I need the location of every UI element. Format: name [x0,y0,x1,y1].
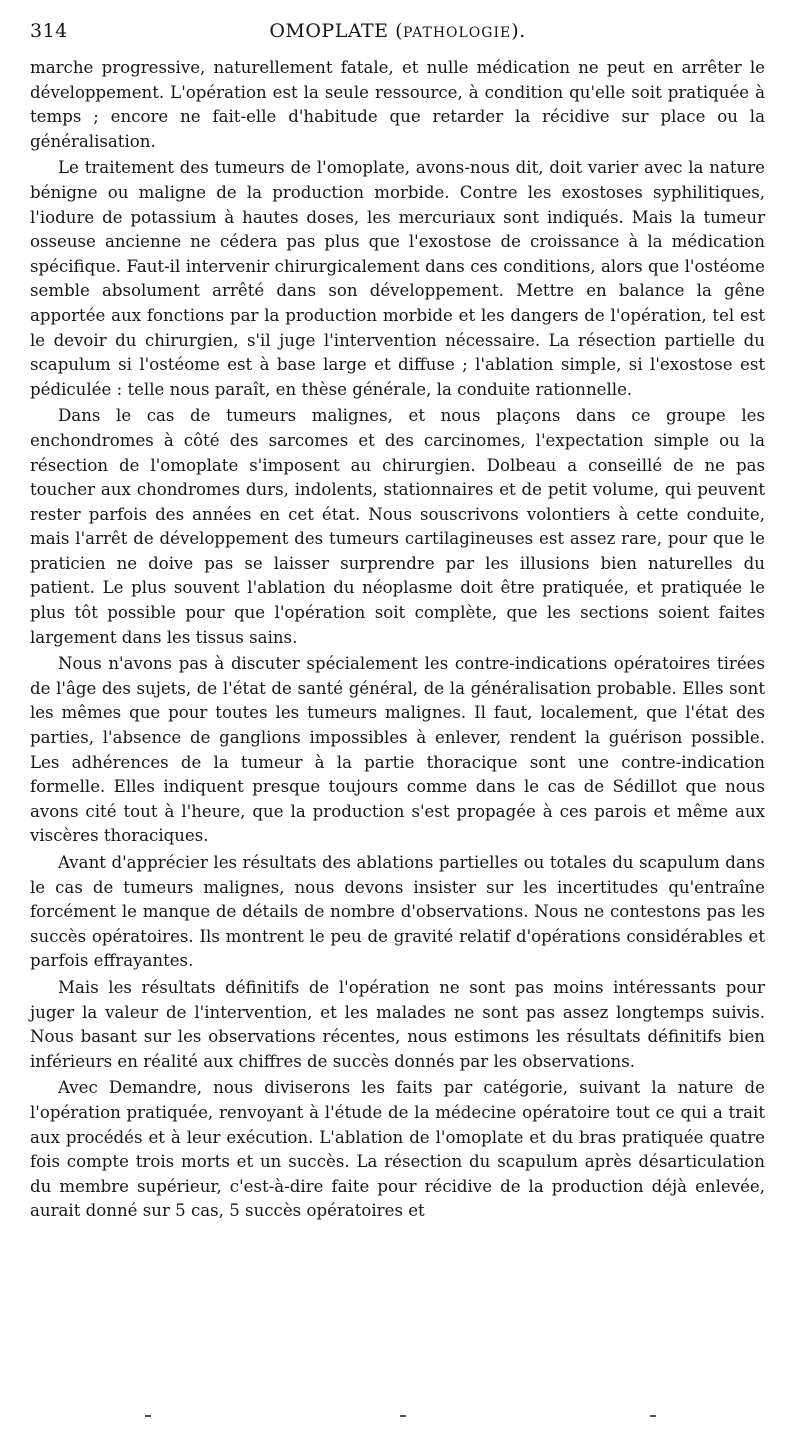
page-body [30,56,765,1224]
footer-mark-center [400,1415,406,1417]
paragraph-2: Le traitement des tumeurs de l'omoplate, avons-nous dit, doit varier avec la nature bénigne ou maligne de la production morbide. Contre les exostoses syphilitiques, l'iodure de potassium à hautes doses, les mercuriaux sont indiqués. Mais la tumeur osseuse ancienne ne cédera pas plus que l'exostose de croissance à la médication spécifique. Faut-il intervenir chirurgicalement dans ces conditions, alors que l'ostéome semble absolument arrêté dans son développement. Mettre en balance la gêne apportée aux fonctions par la production morbide et les dangers de l'opération, tel est le devoir du chirurgien, s'il juge l'intervention nécessaire. La résection partielle du scapulum si l'ostéome est à base large et diffuse ; l'ablation simple, si l'exostose est pédiculée : telle nous paraît, en thèse générale, la conduite rationnelle. [30,158,765,399]
paragraph-1: marche progressive, naturellement fatale, et nulle médication ne peut en arrêter le développement. L'opération est la seule ressource, à condition qu'elle soit pratiquée à temps ; encore ne fait-elle d'habitude que retarder la récidive sur place ou la généralisation. [30,58,765,151]
running-title [30,20,765,42]
page-header [30,20,765,56]
running-title-sub: PATHOLOGIE [403,25,512,41]
footer-mark-right [650,1415,656,1417]
paragraph-3: Dans le cas de tumeurs malignes, et nous plaçons dans ce groupe les enchondromes à côté des sarcomes et des carcinomes, l'expectation simple ou la résection de l'omoplate s'imposent au chirurgien. Dolbeau a conseillé de ne pas toucher aux chondromes durs, indolents, stationnaires et de petit volume, qui peuvent rester parfois des années en cet état. Nous souscrivons volontiers à cette conduite, mais l'arrêt de développement des tumeurs cartilagineuses est assez rare, pour que le praticien ne doive pas se laisser surprendre par les illusions bien naturelles du patient. Le plus souvent l'ablation du néoplasme doit être pratiquée, et pratiquée le plus tôt possible pour que l'opération soit complète, que les sections soient faites largement dans les tissus sains. [30,406,765,647]
running-title-end: ). [511,20,526,42]
paragraph-4: Nous n'avons pas à discuter spécialement les contre-indications opératoires tirées de l'âge des sujets, de l'état de santé général, de la généralisation probable. Elles sont les mêmes que pour toutes les tumeurs malignes. Il faut, localement, que l'état des parties, l'absence de ganglions impossibles à enlever, rendent la guérison possible. Les adhérences de la tumeur à la partie thoracique sont une contre-indication formelle. Elles indiquent presque toujours comme dans le cas de Sédillot que nous avons cité tout à l'heure, que la production s'est propagée à ces parois et même aux viscères thoraciques. [30,654,765,846]
paragraph-5: Avant d'apprécier les résultats des ablations partielles ou totales du scapulum dans le cas de tumeurs malignes, nous devons insister sur les incertitudes qu'entraîne forcément le manque de détails de nombre d'observations. Nous ne contestons pas les succès opératoires. Ils montrent le peu de gravité relatif d'opérations considérables et parfois effrayantes. [30,853,765,971]
footer-mark-left [145,1415,151,1417]
paragraph-7: Avec Demandre, nous diviserons les faits par catégorie, suivant la nature de l'opération pratiquée, renvoyant à l'étude de la médecine opératoire tout ce qui a trait aux procédés et à leur exécution. L'ablation de l'omoplate et du bras pratiquée quatre fois compte trois morts et un succès. La résection du scapulum après désarticulation du membre supérieur, c'est-à-dire faite pour récidive de la production déjà enlevée, aurait donné sur 5 cas, 5 succès opératoires et [30,1078,765,1221]
document-page [30,20,765,1224]
running-title-main: OMOPLATE ( [269,20,403,42]
page-number: 314 [30,20,68,42]
paragraph-6: Mais les résultats définitifs de l'opération ne sont pas moins intéressants pour juger la valeur de l'intervention, et les malades ne sont pas assez longtemps suivis. Nous basant sur les observations récentes, nous estimons les résultats définitifs bien inférieurs en réalité aux chiffres de succès donnés par les observations. [30,977,765,1071]
footer-marks [0,1415,800,1425]
